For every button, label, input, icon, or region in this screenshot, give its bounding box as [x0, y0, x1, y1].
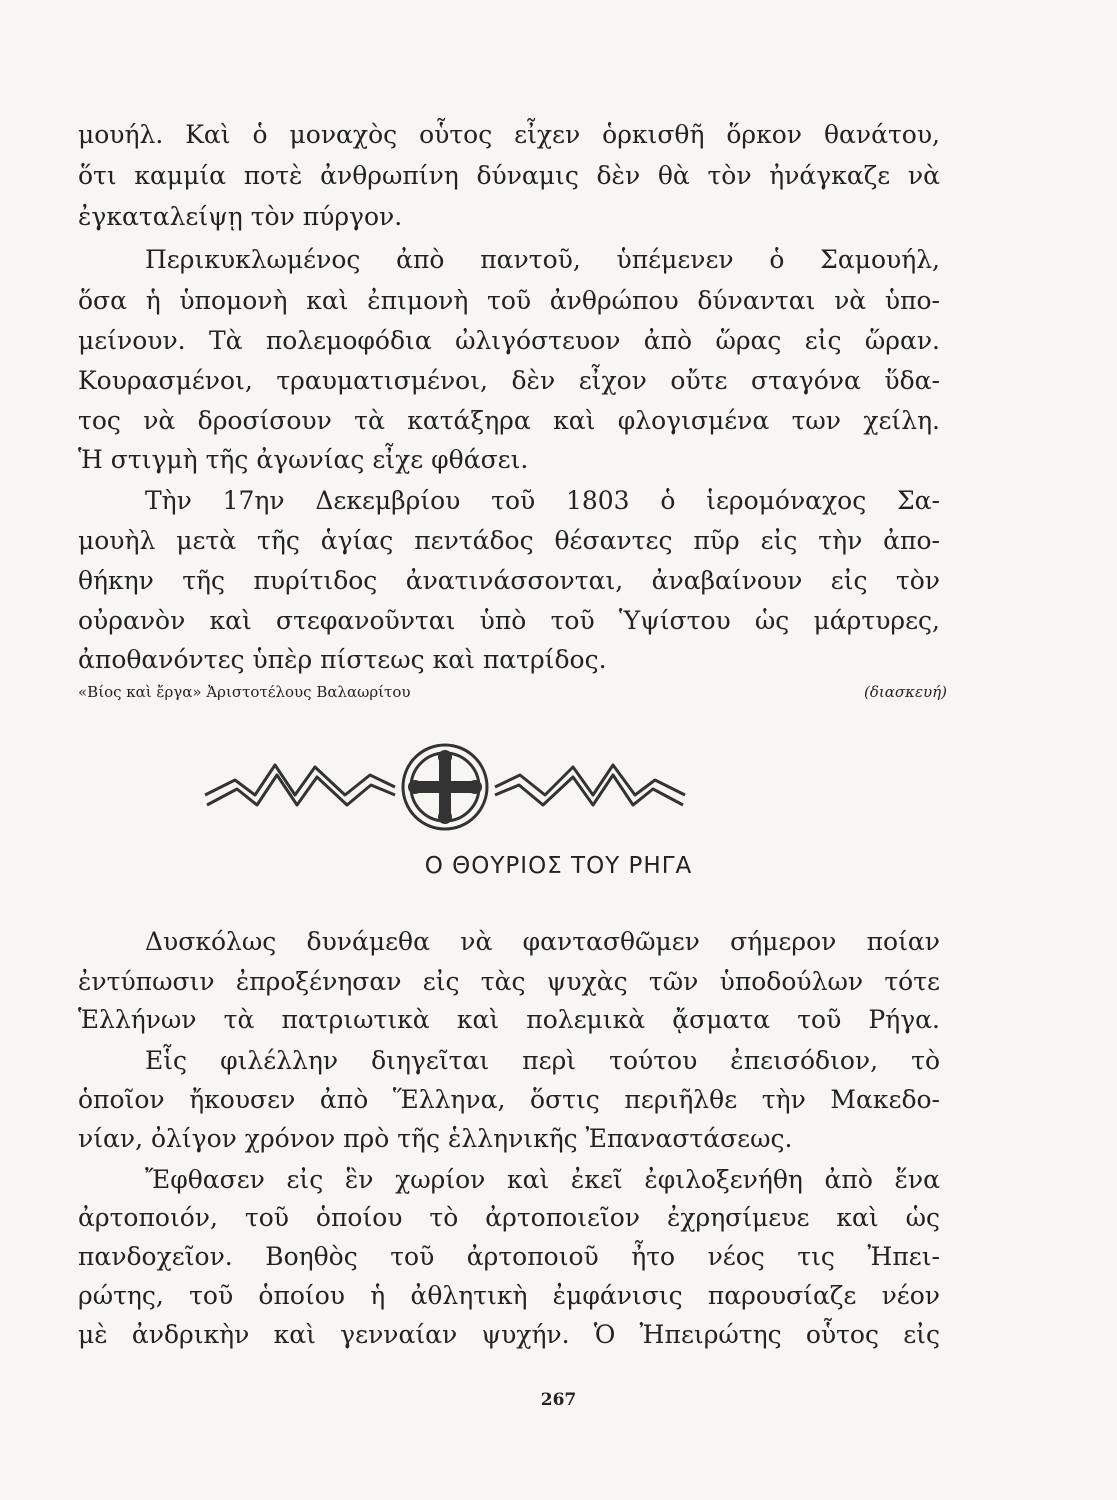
- text-line: μουὴλ μετὰ τῆς ἁγίας πεντάδος θέσαντες πῦρ εἰς τὴν ἀπο-: [78, 526, 940, 555]
- text-line: νίαν, ὀλίγον χρόνον πρὸ τῆς ἑλληνικῆς Ἐπαναστάσεως.: [78, 1124, 793, 1153]
- text-line: τος νὰ δροσίσουν τὰ κατάξηρα καὶ φλογισμένα των χείλη.: [78, 406, 940, 435]
- cross-ornament-icon: [195, 725, 695, 835]
- source-citation: «Βίος καὶ ἔργα» Ἀριστοτέλους Βαλαωρίτου: [78, 683, 411, 701]
- text-line: ἐγκαταλείψῃ τὸν πύργον.: [78, 202, 403, 231]
- revision-note: (διασκευή): [864, 683, 947, 701]
- text-line: πανδοχεῖον. Βοηθὸς τοῦ ἀρτοποιοῦ ἦτο νέος τις Ἠπει-: [78, 1242, 940, 1271]
- text-line: θήκην τῆς πυρίτιδος ἀνατινάσσονται, ἀναβαίνουν εἰς τὸν: [78, 566, 940, 595]
- text-line: Ἔφθασεν εἰς ἓν χωρίον καὶ ἐκεῖ ἐφιλοξενήθη ἀπὸ ἕνα: [145, 1165, 940, 1194]
- text-line: ἐντύπωσιν ἐπροξένησαν εἰς τὰς ψυχὰς τῶν ὑποδούλων τότε: [78, 967, 940, 996]
- text-line: μουήλ. Καὶ ὁ μοναχὸς οὗτος εἶχεν ὁρκισθῆ ὅρκον θανάτου,: [78, 120, 940, 149]
- text-line: Δυσκόλως δυνάμεθα νὰ φαντασθῶμεν σήμερον ποίαν: [145, 927, 940, 956]
- text-line: Ἡ στιγμὴ τῆς ἀγωνίας εἶχε φθάσει.: [78, 445, 529, 474]
- text-line: Κουρασμένοι, τραυματισμένοι, δὲν εἶχον οὔτε σταγόνα ὕδα-: [78, 366, 940, 395]
- page-number: 267: [540, 1390, 577, 1410]
- text-line: Εἷς φιλέλλην διηγεῖται περὶ τούτου ἐπεισόδιον, τὸ: [145, 1046, 940, 1075]
- text-line: μείνουν. Τὰ πολεμοφόδια ὠλιγόστευον ἀπὸ ὥρας εἰς ὥραν.: [78, 326, 940, 355]
- text-line: ρώτης, τοῦ ὁποίου ἡ ἀθλητικὴ ἐμφάνισις παρουσίαζε νέον: [78, 1281, 940, 1310]
- text-line: Περικυκλωμένος ἀπὸ παντοῦ, ὑπέμενεν ὁ Σαμουήλ,: [145, 245, 940, 274]
- text-line: ἀποθανόντες ὑπὲρ πίστεως καὶ πατρίδος.: [78, 645, 607, 674]
- text-line: μὲ ἀνδρικὴν καὶ γενναίαν ψυχήν. Ὁ Ἠπειρώτης οὗτος εἰς: [78, 1320, 940, 1349]
- text-line: ὅτι καμμία ποτὲ ἀνθρωπίνη δύναμις δὲν θὰ τὸν ἠνάγκαζε νὰ: [78, 161, 940, 190]
- text-line: Τὴν 17ην Δεκεμβρίου τοῦ 1803 ὁ ἱερομόναχος Σα-: [145, 486, 940, 515]
- section-heading: Ο ΘΟΥΡΙΟΣ ΤΟΥ ΡΗΓΑ: [424, 853, 693, 879]
- text-line: ὁποῖον ἤκουσεν ἀπὸ Ἕλληνα, ὅστις περιῆλθε τὴν Μακεδο-: [78, 1085, 940, 1114]
- text-line: Ἑλλήνων τὰ πατριωτικὰ καὶ πολεμικὰ ᾄσματα τοῦ Ρήγα.: [78, 1005, 940, 1034]
- text-line: οὐρανὸν καὶ στεφανοῦνται ὑπὸ τοῦ Ὑψίστου ὡς μάρτυρες,: [78, 606, 940, 635]
- text-line: ὅσα ἡ ὑπομονὴ καὶ ἐπιμονὴ τοῦ ἀνθρώπου δύνανται νὰ ὑπο-: [78, 286, 940, 315]
- text-line: ἀρτοποιόν, τοῦ ὁποίου τὸ ἀρτοποιεῖον ἐχρησίμευε καὶ ὡς: [78, 1203, 940, 1232]
